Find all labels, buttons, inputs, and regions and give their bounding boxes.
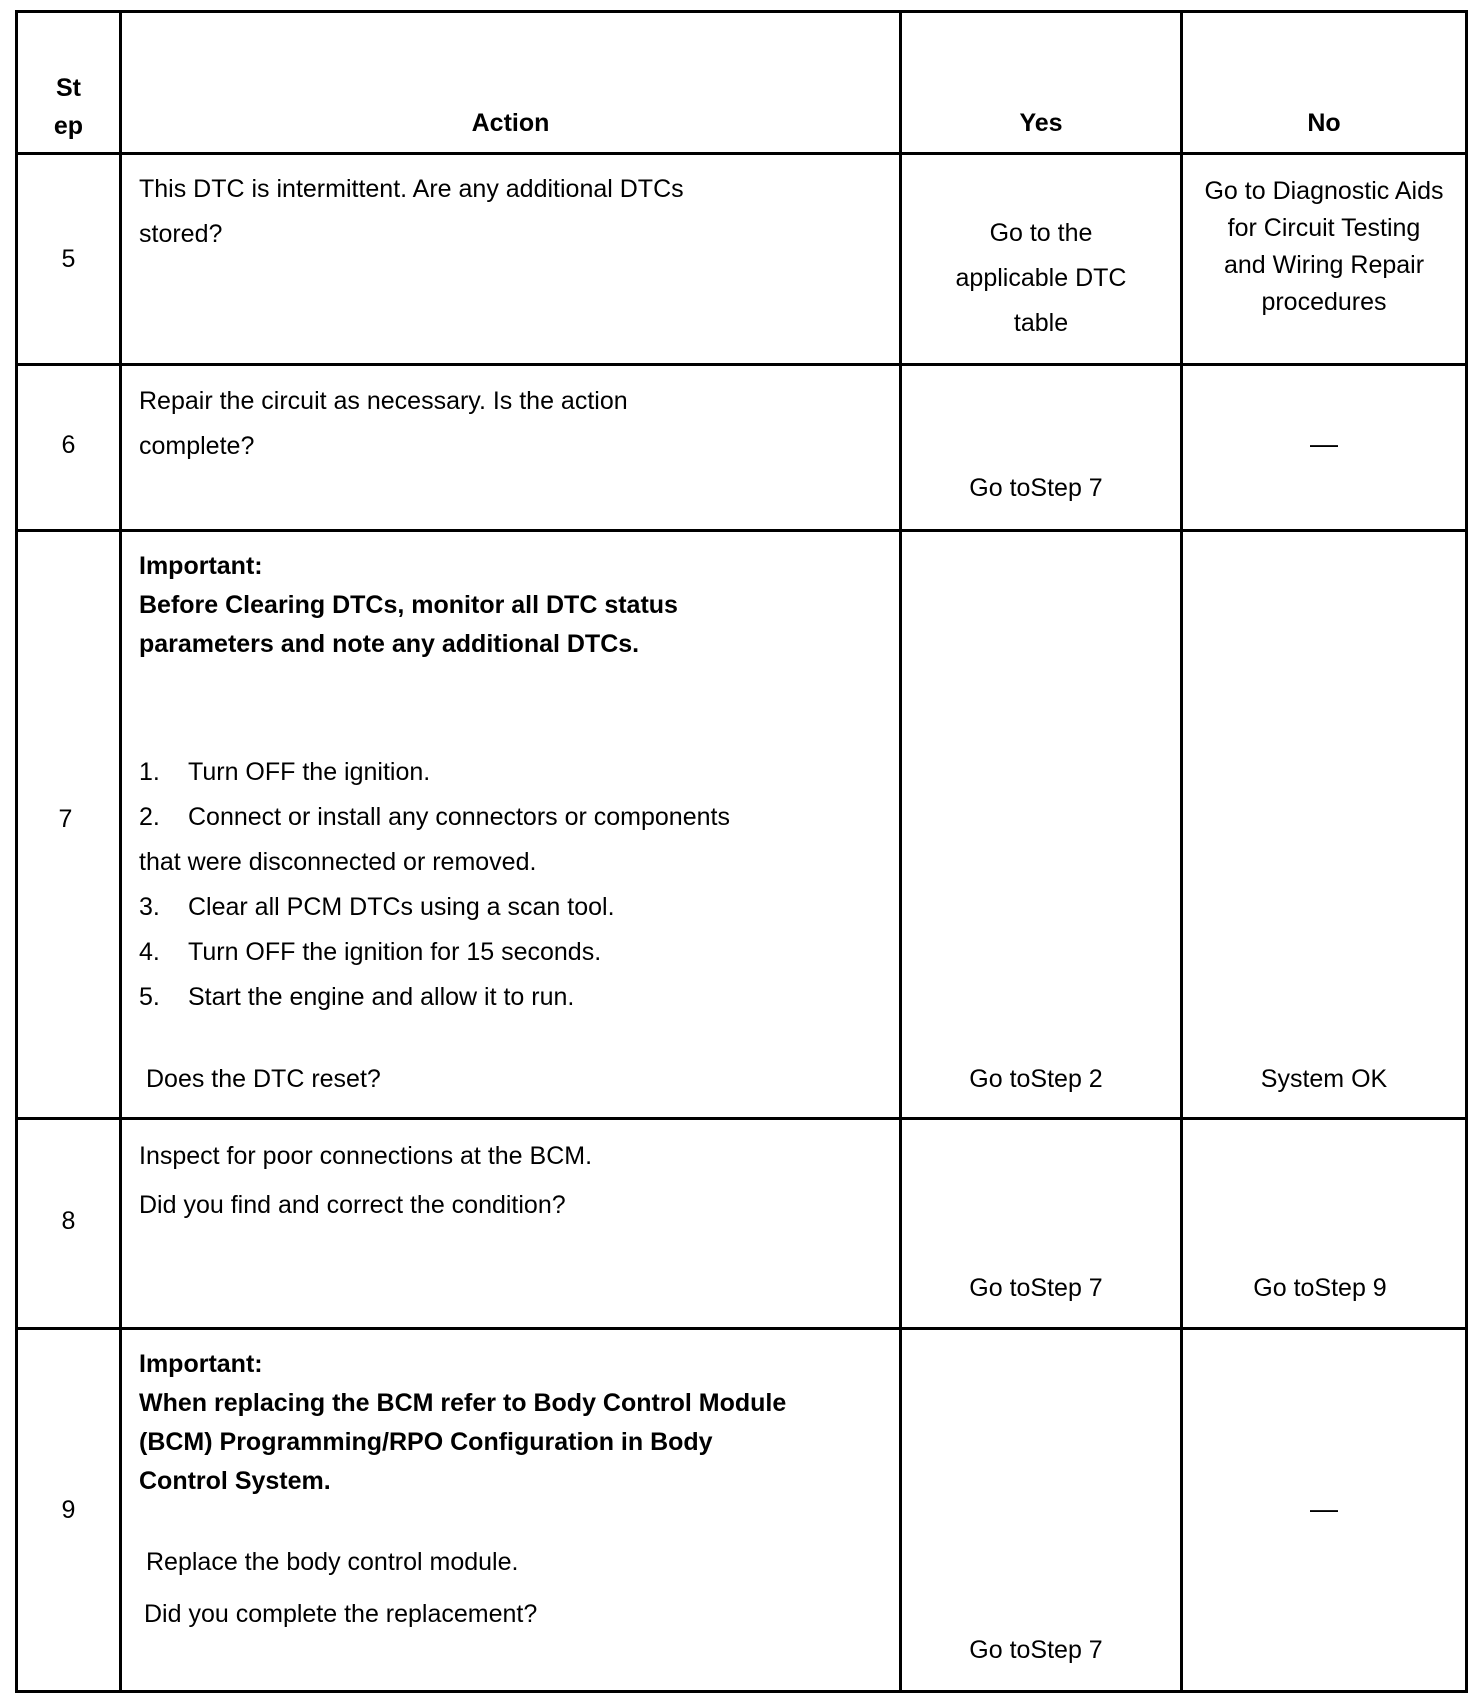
step-cell	[17, 154, 121, 365]
important-text: When replacing the BCM refer to Body Control Module	[139, 1389, 787, 1417]
no-cell	[1182, 1329, 1467, 1692]
header-action-label: Action	[471, 109, 550, 137]
list-item: 1. Turn OFF the ignition.	[139, 758, 431, 786]
yes-cell	[901, 365, 1182, 531]
action-line: stored?	[139, 220, 223, 248]
step-number: 7	[58, 805, 73, 833]
no-value: —	[1310, 1493, 1338, 1524]
action-cell	[121, 531, 901, 1119]
header-yes-label: Yes	[1019, 109, 1063, 137]
step-number: 5	[61, 245, 76, 273]
yes-value: Go toStep 2	[969, 1065, 1103, 1093]
list-item: that were disconnected or removed.	[139, 848, 537, 876]
no-value: System OK	[1260, 1065, 1388, 1093]
action-line: Replace the body control module.	[146, 1548, 519, 1576]
action-cell	[121, 154, 901, 365]
yes-line: table	[1013, 309, 1069, 337]
yes-cell	[901, 531, 1182, 1119]
header-row	[17, 12, 1467, 154]
no-line: for Circuit Testing	[1227, 214, 1421, 242]
yes-cell	[901, 1119, 1182, 1329]
step-cell	[17, 1119, 121, 1329]
yes-value: Go toStep 7	[969, 1274, 1103, 1302]
table-row	[17, 531, 1467, 1119]
header-action	[121, 12, 901, 154]
no-line: and Wiring Repair	[1223, 251, 1425, 279]
important-text: (BCM) Programming/RPO Configuration in Body	[139, 1428, 713, 1456]
table-row	[17, 1329, 1467, 1692]
action-line: This DTC is intermittent. Are any additional DTCs	[139, 175, 684, 203]
table-row	[17, 1119, 1467, 1329]
action-line: Inspect for poor connections at the BCM.	[139, 1142, 593, 1170]
action-line: complete?	[139, 432, 255, 460]
header-no-label: No	[1307, 109, 1341, 137]
important-text: parameters and note any additional DTCs.	[139, 630, 640, 658]
no-cell	[1182, 365, 1467, 531]
list-item: 2. Connect or install any connectors or components	[139, 803, 730, 831]
list-item: 4. Turn OFF the ignition for 15 seconds.	[139, 938, 602, 966]
action-line: Repair the circuit as necessary. Is the action	[139, 387, 628, 415]
step-cell	[17, 365, 121, 531]
header-step-line1: St	[56, 74, 81, 102]
step-cell	[17, 531, 121, 1119]
action-line: Did you complete the replacement?	[144, 1600, 538, 1628]
no-line: Go to Diagnostic Aids	[1204, 177, 1444, 205]
action-cell	[121, 365, 901, 531]
important-text: Control System.	[139, 1467, 331, 1495]
no-line: procedures	[1261, 288, 1387, 316]
no-cell	[1182, 1119, 1467, 1329]
no-value: Go toStep 9	[1253, 1274, 1387, 1302]
header-no	[1182, 12, 1467, 154]
yes-value: Go toStep 7	[969, 1636, 1103, 1664]
list-item: 3. Clear all PCM DTCs using a scan tool.	[139, 893, 615, 921]
step-number: 6	[61, 431, 76, 459]
yes-line: Go to the	[989, 219, 1093, 247]
header-step-line2: ep	[53, 112, 84, 140]
no-cell	[1182, 531, 1467, 1119]
yes-line: applicable DTC	[955, 264, 1127, 292]
step-number: 9	[61, 1496, 76, 1524]
action-cell	[121, 1329, 901, 1692]
important-text: Before Clearing DTCs, monitor all DTC status	[139, 591, 678, 619]
important-label: Important:	[139, 552, 263, 580]
action-question: Does the DTC reset?	[146, 1065, 381, 1093]
header-step	[17, 12, 121, 154]
header-yes	[901, 12, 1182, 154]
no-cell	[1182, 154, 1467, 365]
table-row	[17, 365, 1467, 531]
step-number: 8	[61, 1207, 76, 1235]
table-row	[17, 154, 1467, 365]
step-cell	[17, 1329, 121, 1692]
list-item: 5. Start the engine and allow it to run.	[139, 983, 575, 1011]
yes-cell	[901, 1329, 1182, 1692]
important-label: Important:	[139, 1350, 263, 1378]
no-value: —	[1310, 428, 1338, 459]
yes-cell	[901, 154, 1182, 365]
action-cell	[121, 1119, 901, 1329]
yes-value: Go toStep 7	[969, 474, 1103, 502]
action-line: Did you find and correct the condition?	[139, 1191, 566, 1219]
diagnostic-table	[15, 10, 1468, 1693]
